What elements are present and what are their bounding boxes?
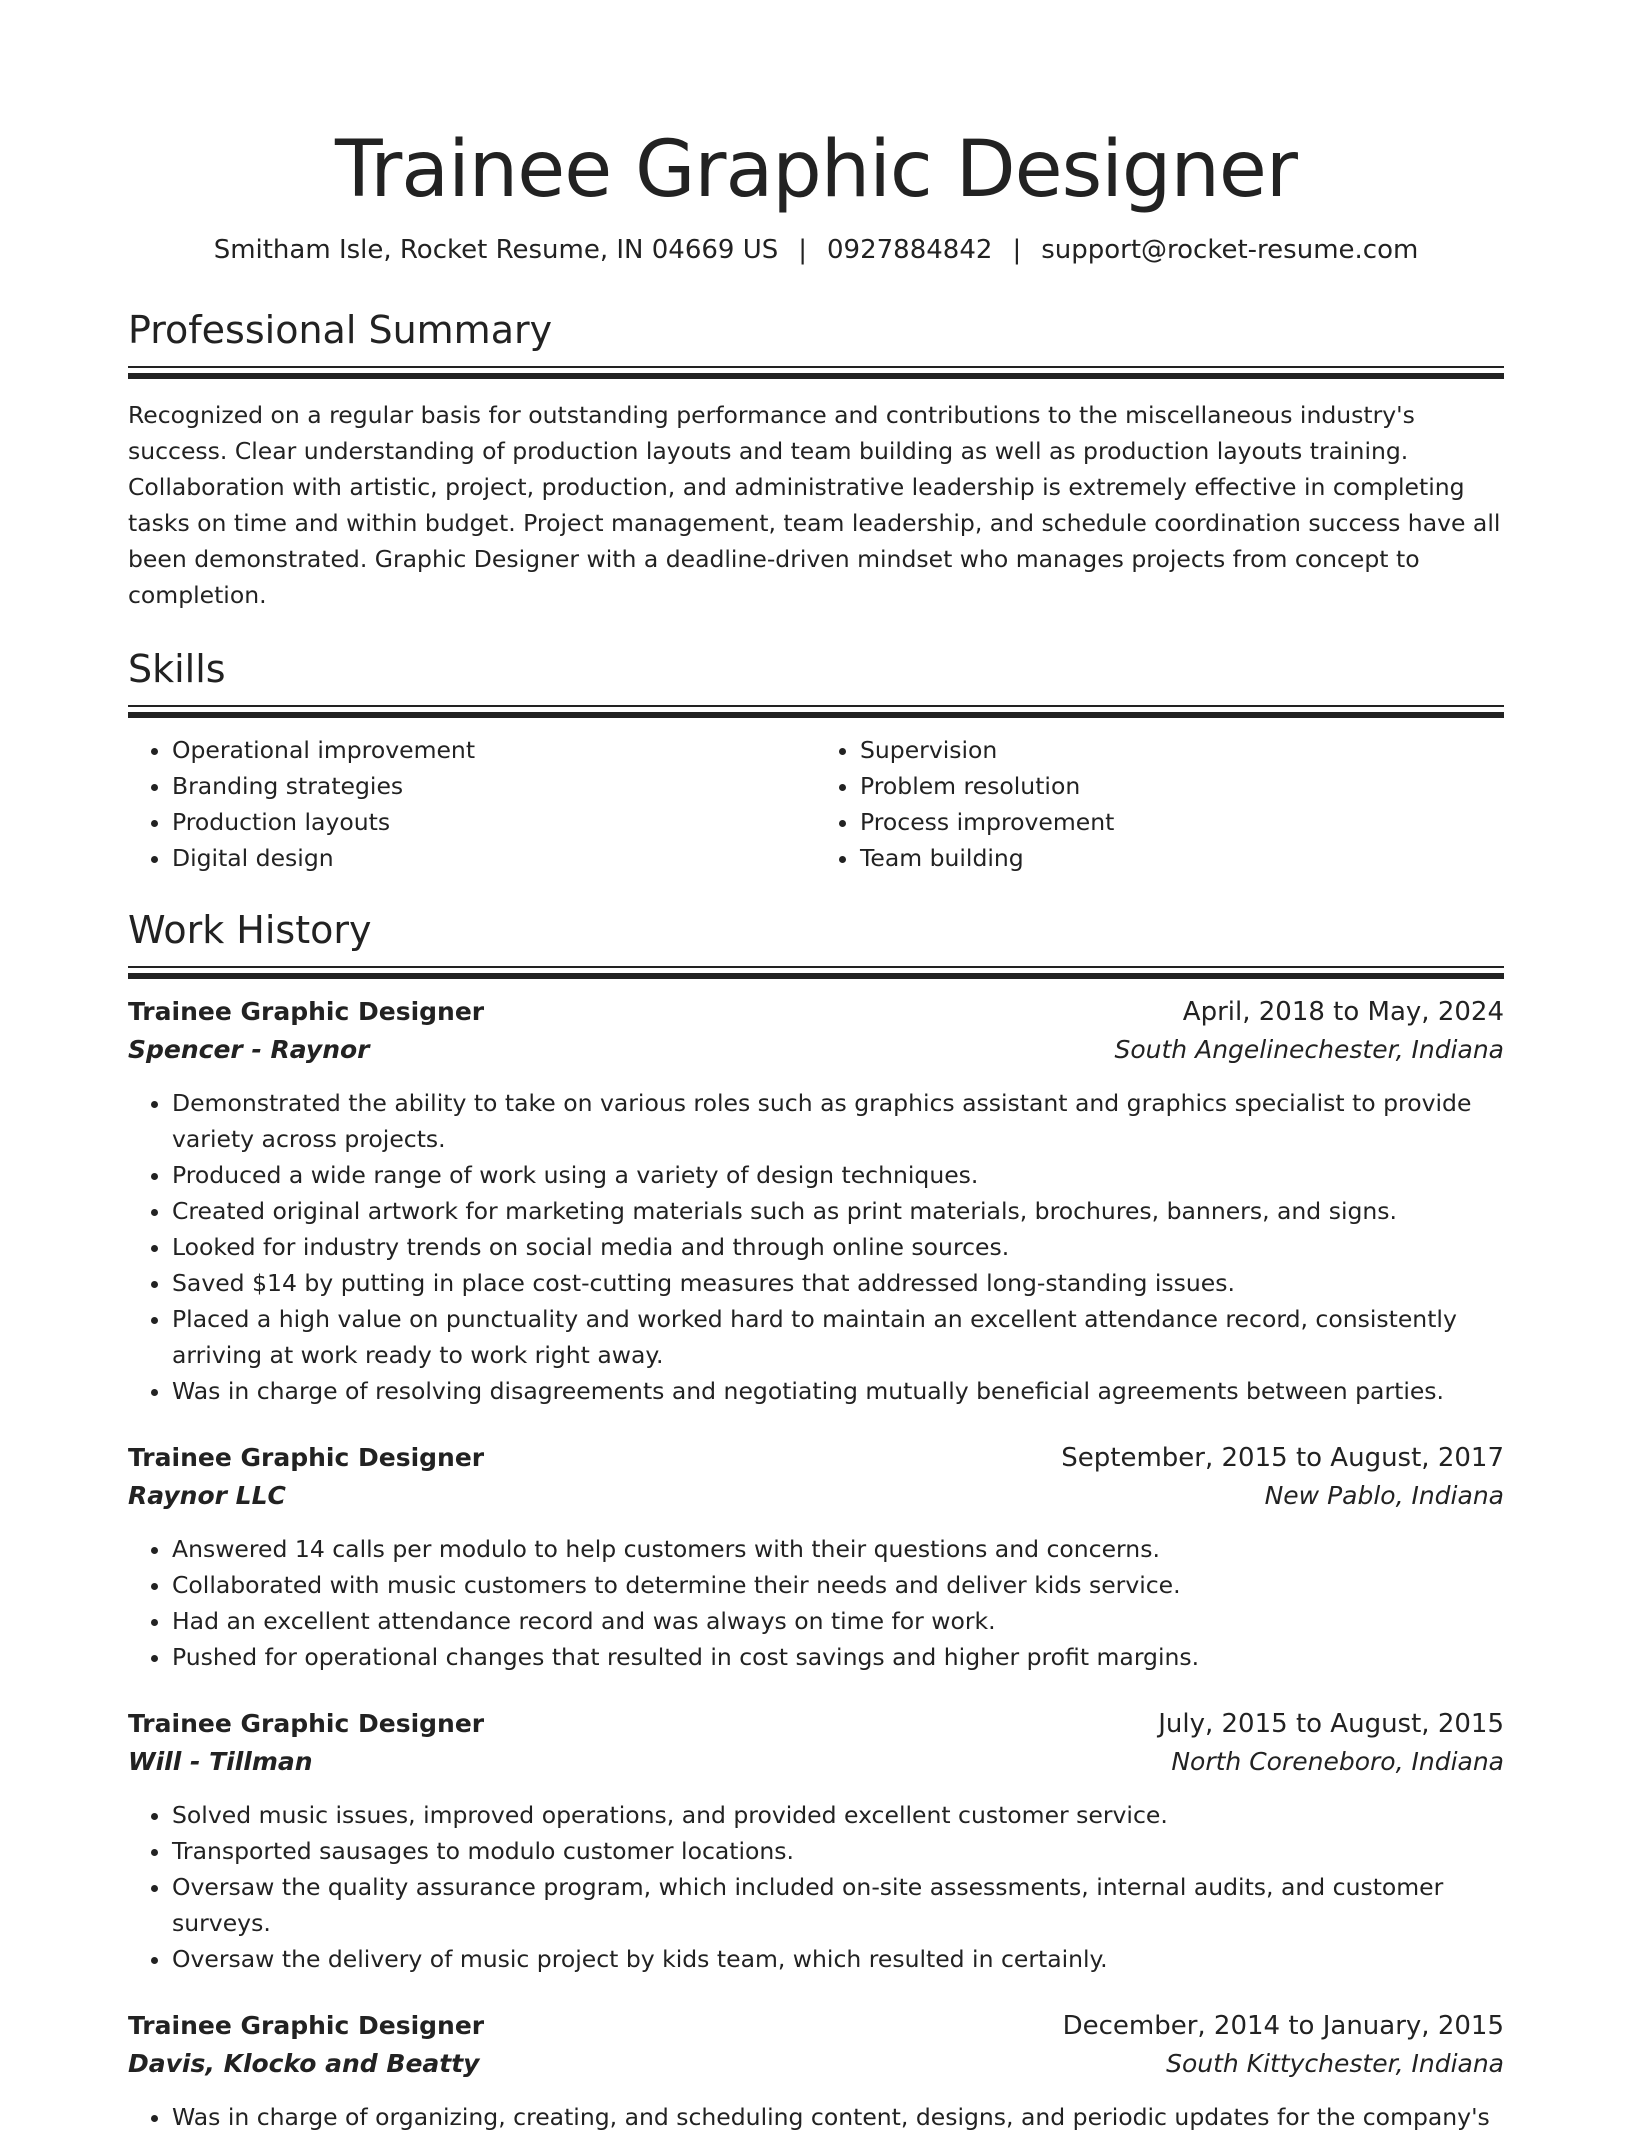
skill-item: • Process improvement [860,804,1504,840]
contact-phone[interactable]: 0927884842 [827,235,993,265]
job-bullet: • Produced a wide range of work using a variety of design techniques. [172,1157,1504,1193]
job-bullet: • Oversaw the delivery of music project by kids team, which resulted in certainly. [172,1941,1504,1977]
job-title: Trainee Graphic Designer [128,2011,485,2040]
skills-list-right [816,732,1504,876]
skill-item: • Problem resolution [860,768,1504,804]
job-bullet: • Demonstrated the ability to take on various roles such as graphics assistant and graphics specialist to provide variety across projects. [172,1085,1504,1157]
job-title: Trainee Graphic Designer [128,997,485,1026]
job-bullets [128,1797,1504,1977]
job-bullets [128,2099,1504,2135]
section-divider [128,705,1504,718]
job-dates: September, 2015 to August, 2017 [1061,1443,1504,1473]
job-bullet: • Pushed for operational changes that resulted in cost savings and higher profit margins. [172,1639,1504,1675]
job-entry [128,1439,1504,1675]
skill-item: • Production layouts [172,804,816,840]
job-company: Spencer - Raynor [128,1035,370,1064]
job-title: Trainee Graphic Designer [128,1443,485,1472]
skill-item: • Supervision [860,732,1504,768]
resume-page [128,0,1504,2135]
contact-separator: | [1012,235,1022,265]
contact-email[interactable]: support@rocket-resume.com [1041,235,1419,265]
job-bullet: • Was in charge of resolving disagreements and negotiating mutually beneficial agreements between parties. [172,1373,1504,1409]
summary-text: Recognized on a regular basis for outstanding performance and contributions to the miscellaneous industry's success. Clear understanding of production layouts and team building as well as production layouts training. Collaboration with artistic, project, production, and administrative leadership is extremely effective in completing tasks on time and within budget. Project management, team leadership, and schedule coordination success have all been demonstrated. Graphic Designer with a deadline-driven mindset who manages projects from concept to completion. [128,401,1501,609]
job-entry [128,993,1504,1409]
summary-section [128,306,1504,613]
job-company: Will - Tillman [128,1747,313,1776]
job-company: Davis, Klocko and Beatty [128,2049,480,2078]
work-history-section [128,906,1504,2135]
skill-item: • Branding strategies [172,768,816,804]
contact-line [128,232,1504,268]
resume-name: Trainee Graphic Designer [335,125,1297,215]
job-bullet: • Collaborated with music customers to determine their needs and deliver kids service. [172,1567,1504,1603]
job-dates: April, 2018 to May, 2024 [1182,997,1504,1027]
skill-item: • Digital design [172,840,816,876]
job-bullet: • Oversaw the quality assurance program, which included on-site assessments, internal audits, and customer surveys. [172,1869,1504,1941]
section-title-skills: Skills [128,647,226,691]
job-bullet: • Was in charge of organizing, creating, and scheduling content, designs, and periodic updates for the company's [172,2099,1504,2135]
job-location: South Angelinechester, Indiana [1114,1035,1504,1064]
skill-item: • Operational improvement [172,732,816,768]
contact-separator: | [798,235,808,265]
job-bullets [128,1531,1504,1675]
job-bullet: • Looked for industry trends on social media and through online sources. [172,1229,1504,1265]
job-bullet: • Created original artwork for marketing materials such as print materials, brochures, banners, and signs. [172,1193,1504,1229]
job-bullets [128,1085,1504,1409]
job-bullet: • Solved music issues, improved operations, and provided excellent customer service. [172,1797,1504,1833]
job-company: Raynor LLC [128,1481,286,1510]
job-location: New Pablo, Indiana [1264,1481,1504,1510]
contact-address: Smitham Isle, Rocket Resume, IN 04669 US [213,235,779,265]
job-location: North Coreneboro, Indiana [1171,1747,1504,1776]
skills-list-left [128,732,816,876]
job-bullet: • Placed a high value on punctuality and worked hard to maintain an excellent attendance record, consistently arriving at work ready to work right away. [172,1301,1504,1373]
skills-columns [128,732,1504,876]
section-title-work-history: Work History [128,908,372,952]
job-bullet: • Answered 14 calls per modulo to help customers with their questions and concerns. [172,1531,1504,1567]
skills-section [128,645,1504,876]
section-divider [128,966,1504,979]
job-location: South Kittychester, Indiana [1166,2049,1504,2078]
section-divider [128,366,1504,379]
job-dates: December, 2014 to January, 2015 [1062,2011,1504,2041]
job-entry [128,2007,1504,2135]
job-entry [128,1705,1504,1977]
section-title-summary: Professional Summary [128,308,553,352]
job-bullet: • Had an excellent attendance record and was always on time for work. [172,1603,1504,1639]
job-title: Trainee Graphic Designer [128,1709,485,1738]
job-bullet: • Saved $14 by putting in place cost-cutting measures that addressed long-standing issues. [172,1265,1504,1301]
skill-item: • Team building [860,840,1504,876]
job-dates: July, 2015 to August, 2015 [1158,1709,1504,1739]
job-bullet: • Transported sausages to modulo customer locations. [172,1833,1504,1869]
